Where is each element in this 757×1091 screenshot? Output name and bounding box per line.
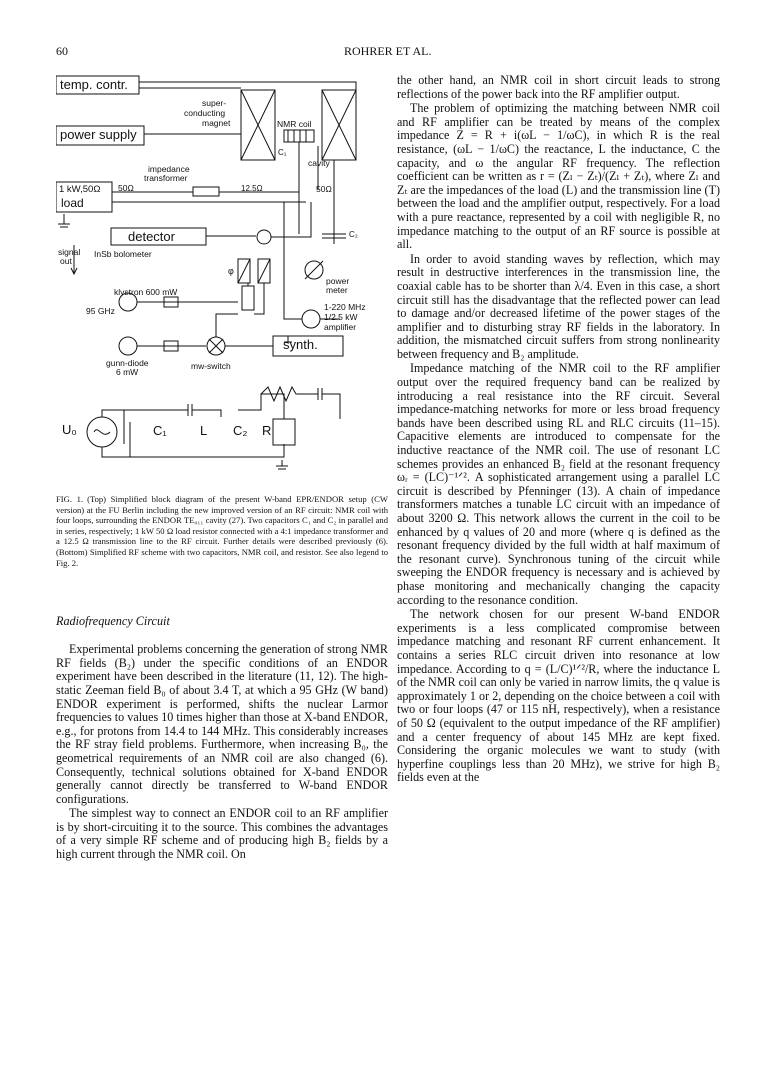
label-transformer: transformer [144,173,188,183]
label-synth: synth. [283,337,318,352]
label-load-1: 1 kW,50Ω [59,184,101,195]
figure-1 [56,74,388,492]
detector-circle [257,230,271,244]
label-out: out [60,256,72,266]
running-title: ROHRER ET AL. [344,44,432,58]
right-paragraph-3: In order to avoid standing waves by reflection, which may result in destructive interferences in the transmission line, the coaxial cable has to be shorter than λ/4. Even in this case, a short circuit still has the disadvantage that the reflected power can lead to damage and/or decreased lifetime of the power stages of the amplifier and to disturbing stray RF fields in the laboratory. In addition, the mismatched circuit suffers from strong nonlinearity between frequency and B₂ amplitude. [397,251,720,361]
label-bottom-c2: C₂ [233,423,248,438]
label-signal: signal [58,247,81,257]
right-paragraph-4: Impedance matching of the NMR coil to the RF amplifier output over the required frequency band can be realized by introducing a real resistance into the RF circuit. Several impedance-matching networks for more or less broad frequency bands have been described using RL and RLC circuits (11–15). Capacitive elements are introduced to compensate for the inductive reactance of the NMR coil. The use of resonant LC schemes provides an enhanced B₂ field at the resonant frequency ωᵣ = (LC)⁻¹ᐟ². A sophisticated arrangement using a parallel LC circuit is described by Pfenninger (13). A chain of impedance transformers matches a tunable LC circuit with an impedance of about 3200 Ω. This network allows the current in the coil to be enhanced by q values of 20 and more (where q is defined as the resonant frequency divided by the full width at half maximum of the resonant curve). Synchronous tuning of the circuit while sweeping the ENDOR frequency is necessary and is achieved by phase monitoring and mechanically changing the capacity according to the resonance condition. [397,361,720,607]
label-r50-left: 50Ω [118,183,134,193]
page-number: 60 [56,44,68,58]
label-bottom-l: L [200,423,208,438]
label-r50-right: 50Ω [316,184,332,194]
label-gunn-2: 6 mW [116,367,139,377]
label-magnet-1: super- [202,98,227,108]
caption-label: FIG. 1. [56,494,84,504]
gunn-circle [119,337,137,355]
label-power-supply: power supply [60,127,137,142]
figure-caption [56,494,388,568]
label-nmr-coil: NMR coil [277,119,312,129]
right-column [397,74,720,786]
left-column [56,74,388,863]
label-meter: meter [326,285,348,295]
section-title: Radiofrequency Circuit [56,614,170,629]
label-magnet-3: magnet [202,118,231,128]
label-c2-top: C₂ [349,230,358,239]
label-phi: φ [228,266,234,276]
label-klystron: klystron 600 mW [114,287,178,297]
right-paragraph-1: the other hand, an NMR coil in short circuit leads to strong reflections of the power back into the RF amplifier output. [397,73,720,101]
label-amp-1: 1-220 MHz [324,302,366,312]
resistor-r [273,419,295,445]
caption-text: (Top) Simplified block diagram of the present W-band EPR/ENDOR setup (CW version) at the FU Berlin including the new improved version of an RF circuit: NMR coil with four loops, surrounding the ENDOR TE₀₁₁ cavity (27). Two capacitors C₁ and C₂ in parallel and in series, respectively; 1 kW 50 Ω load resistor connected with a 4:1 impedance transformer and a 12.5 Ω transmission line to the RF circuit. Further details were described previously (6). (Bottom) Simplified RF scheme with two capacitors, NMR coil, and resistor. See also legend to Fig. 2. [56,494,388,568]
label-insb: InSb bolometer [94,249,152,259]
label-power: power [326,276,350,286]
label-temp-contr: temp. contr. [60,77,128,92]
transformer-symbol [193,187,219,196]
label-amp-3: amplifier [324,322,357,332]
left-paragraph-2: The simplest way to connect an ENDOR coil to an RF amplifier is by short-circuiting it to the source. This combines the advantages of a very simple RF scheme and of producing high B₂ fields by a high current through the NMR coil. On [56,806,388,862]
right-paragraph-5: The network chosen for our present W-band ENDOR experiments is a less complicated compromise between impedance matching and resonant RF current enhancement. It contains a series RLC circuit driven into resonance at low impedance. According to q = (L/C)¹ᐟ²/R, where the inductance L of the NMR coil can only be varied in narrow limits, the q value is approximately 1 or 2, depending on the choice between a coil with two or four loops (47 or 115 nH, respectively), when a resistance of 50 Ω (equivalent to the output impedance of the RF amplifier) and a center frequency of about 145 MHz are kept fixed. Considering the organic molecules we want to study (with hyperfine couplings less than 20 MHz), we strive for high B₂ fields even at the [397,607,720,785]
u0-source-circle [87,417,117,447]
amplifier-circle [302,310,320,328]
label-detector: detector [128,229,175,244]
label-mw-switch: mw-switch [191,361,231,371]
label-bottom-r: R [262,423,272,438]
label-gunn-1: gunn-diode [106,358,149,368]
label-95ghz: 95 GHz [86,306,115,316]
label-c1: C₁ [278,148,287,157]
label-impedance: impedance [148,164,190,174]
label-cavity: cavity [308,158,330,168]
right-paragraph-2: The problem of optimizing the matching between NMR coil and RF amplifier can be treated by means of the complex impedance Z = R + i(ωL − 1/ωC), in which R is the real resistance, (ωL − 1/ωC) the reactance, L the inductance, C the capacity, and ω the angular RF frequency. The reflection coefficient can be written as r = (Zₗ − Zₜ)/(Zₗ + Zₜ), where Zₗ and Zₜ are the impedances of the load (L) and the transmission line (T) between the load and the amplifier output, respectively. For a load with a pure reactance, represented by a coil with negligible R, no impedance matching to the output of an RF source is possible at all. [397,101,720,252]
label-magnet-2: conducting [184,108,226,118]
label-amp-2: 1/2.5 kW [324,312,358,322]
label-r125: 12.5Ω [241,184,263,193]
label-u0: U₀ [62,422,77,437]
label-load-2: load [61,196,84,210]
left-paragraph-1: Experimental problems concerning the generation of strong NMR RF fields (B₂) under the specific conditions of an ENDOR experiment have been described in the literature (11, 12). The high-static Zeeman field B₀ of about 3.4 T, at which a 95 GHz (W band) ENDOR experiment is performed, shifts the nuclear Larmor frequencies to values 10 times higher than those at X-band ENDOR, e.g., for protons from 14.4 to 144 MHz. This considerably increases the RF stray field problems. Furthermore, when increasing B₀, the geometrical requirements of an NMR coil are also changed (6). Consequently, technical solutions obtained for X-band ENDOR generally cannot directly be transferred to W-band ENDOR configurations. [56,642,388,806]
label-bottom-c1: C₁ [153,423,167,438]
